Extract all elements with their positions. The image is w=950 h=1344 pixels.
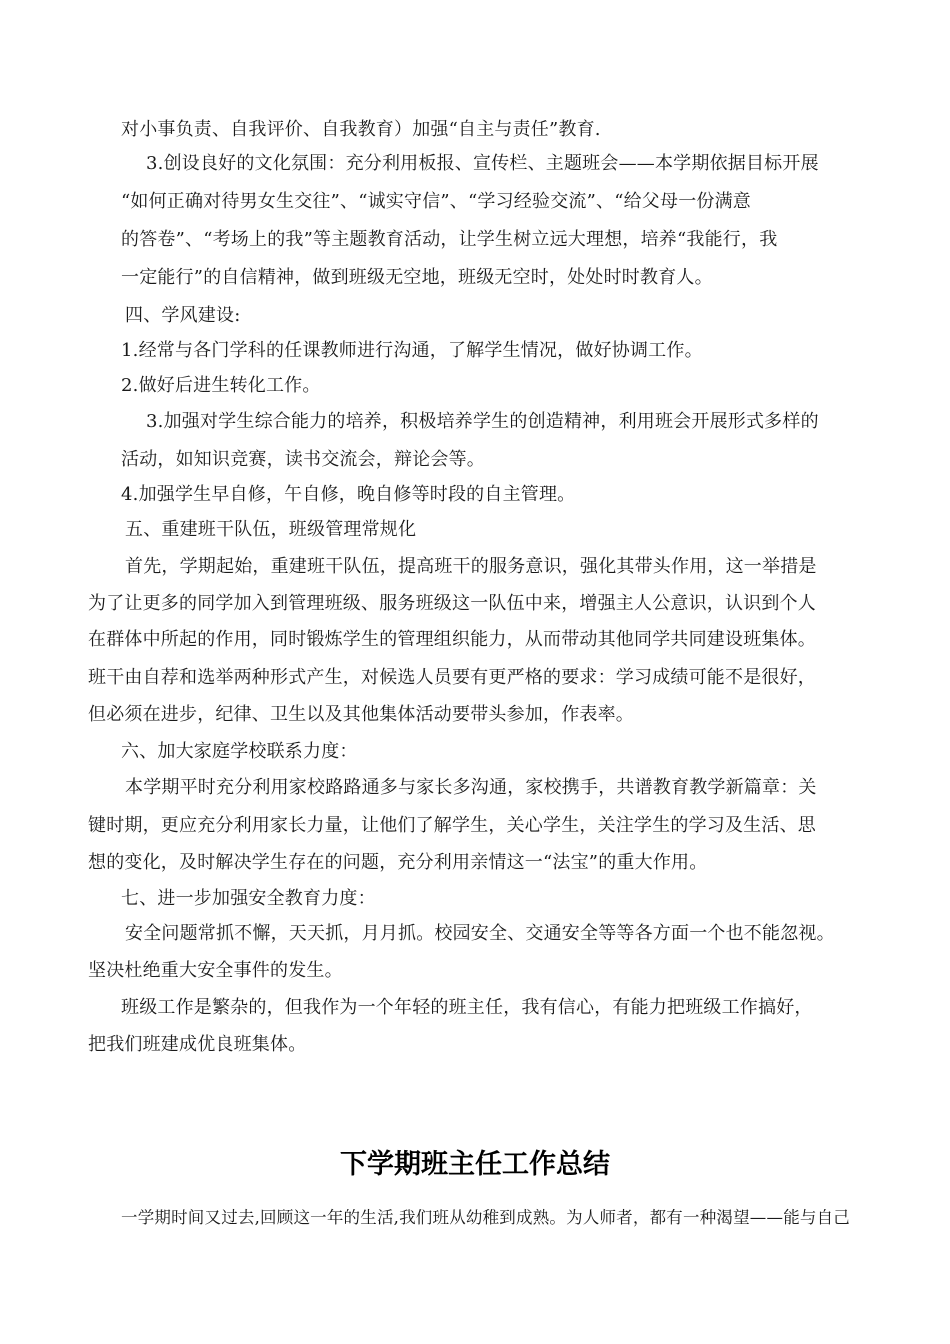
text-line: 为了让更多的同学加入到管理班级、服务班级这一队伍中来，增强主人公意识，认识到个人 [88,593,816,614]
section-heading: 四、学风建设: [125,305,241,326]
text-line: 但必须在进步，纪律、卫生以及其他集体活动要带头参加，作表率。 [88,704,634,725]
section-heading: 七、进一步加强安全教育力度： [121,888,376,909]
text-line: 班级工作是繁杂的，但我作为一个年轻的班主任，我有信心，有能力把班级工作搞好， [121,997,813,1018]
text-line: 活动，如知识竞赛，读书交流会，辩论会等。 [121,449,485,470]
text-line: 班干由自荐和选举两种形式产生，对候选人员要有更严格的要求：学习成绩可能不是很好， [88,667,816,688]
text-line: 3.加强对学生综合能力的培养，积极培养学生的创造精神，利用班会开展形式多样的 [146,411,819,432]
text-line: 一学期时间又过去,回顾这一年的生活,我们班从幼稚到成熟。为人师者，都有一种渴望——能与自己 [121,1208,850,1227]
text-line: 一定能行”的自信精神，做到班级无空地，班级无空时，处处时时教育人。 [121,267,713,288]
text-line: “如何正确对待男女生交往”、“诚实守信”、“学习经验交流”、“给父母一份满意 [121,191,752,212]
text-line: 1.经常与各门学科的任课教师进行沟通，了解学生情况，做好协调工作。 [121,340,703,361]
text-line: 4.加强学生早自修，午自修，晚自修等时段的自主管理。 [121,484,576,505]
text-line: 本学期平时充分利用家校路路通多与家长多沟通，家校携手，共谱教育教学新篇章：关 [125,777,817,798]
section-heading: 五、重建班干队伍，班级管理常规化 [125,519,417,540]
text-line: 的答卷”、“考场上的我”等主题教育活动，让学生树立远大理想，培养“我能行，我 [121,229,778,250]
text-line: 安全问题常抓不懈，天天抓，月月抓。校园安全、交通安全等等各方面一个也不能忽视。 [125,923,835,944]
text-line: 在群体中所起的作用，同时锻炼学生的管理组织能力，从而带动其他同学共同建设班集体。 [88,629,816,650]
text-line: 对小事负责、自我评价、自我教育）加强“自主与责任”教育. [121,119,601,140]
text-line: 2.做好后进生转化工作。 [121,375,321,396]
text-line: 首先，学期起始，重建班干队伍，提高班干的服务意识，强化其带头作用，这一举措是 [125,556,817,577]
section-heading: 六、加大家庭学校联系力度： [121,741,358,762]
text-line: 键时期，更应充分利用家长力量，让他们了解学生，关心学生，关注学生的学习及生活、思 [88,815,816,836]
text-line: 把我们班建成优良班集体。 [88,1034,307,1055]
text-line: 3.创设良好的文化氛围：充分利用板报、宣传栏、主题班会——本学期依据目标开展 [146,153,819,174]
text-line: 坚决杜绝重大安全事件的发生。 [88,960,343,981]
text-line: 想的变化，及时解决学生存在的问题，充分利用亲情这一“法宝”的重大作用。 [88,852,708,873]
page-title: 下学期班主任工作总结 [340,1149,610,1180]
